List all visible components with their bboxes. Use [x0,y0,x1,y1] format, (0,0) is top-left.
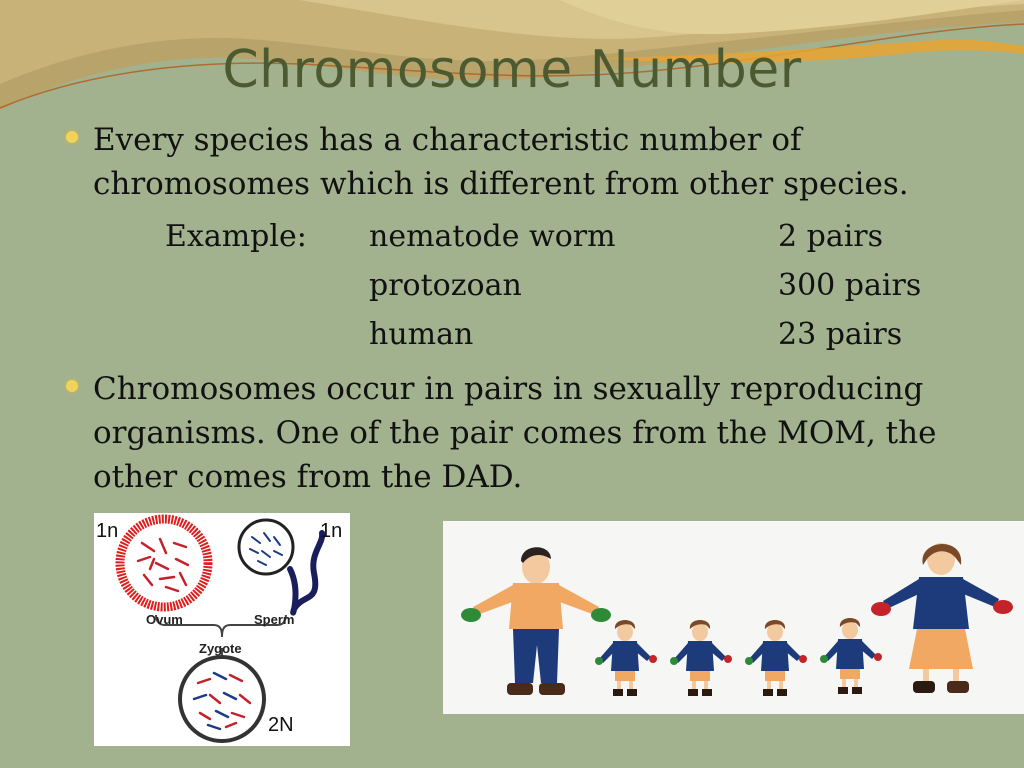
mother-figure-icon [871,543,1013,693]
bullet-text: Chromosomes occur in pairs in sexually reproducing organisms. One of the pair comes from the MOM, the other comes from the DAD. [93,371,937,495]
example-label: Example: [165,219,307,254]
example-count: 23 pairs [778,317,903,352]
fertilization-diagram [94,513,350,746]
ovum-cell-icon [120,519,208,607]
example-count: 300 pairs [778,268,922,303]
example-organism: protozoan [369,268,522,303]
zygote-ploidy-label: 2N [268,714,294,736]
bullet-dot-icon [66,131,78,143]
sperm-label: Sperm [254,612,295,627]
ovum-ploidy-label: 1n [96,520,119,542]
sperm-ploidy-label: 1n [320,520,343,542]
example-organism: nematode worm [369,219,616,254]
example-organism: human [369,317,474,352]
zygote-cell-icon [180,657,264,741]
family-illustration [443,521,1024,714]
child-figure-icon [595,620,657,696]
bullet-text: Every species has a characteristic number of chromosomes which is different from other species. [93,122,909,202]
child-figure-icon [670,620,732,696]
bullet-dot-icon [66,380,78,392]
example-count: 2 pairs [778,219,884,254]
slide-title: Chromosome Number [222,40,802,100]
child-figure-icon [745,620,807,696]
father-figure-icon [461,547,611,695]
zygote-label: Zygote [199,641,242,656]
child-figure-icon [820,618,882,694]
ovum-label: Ovum [146,612,183,627]
